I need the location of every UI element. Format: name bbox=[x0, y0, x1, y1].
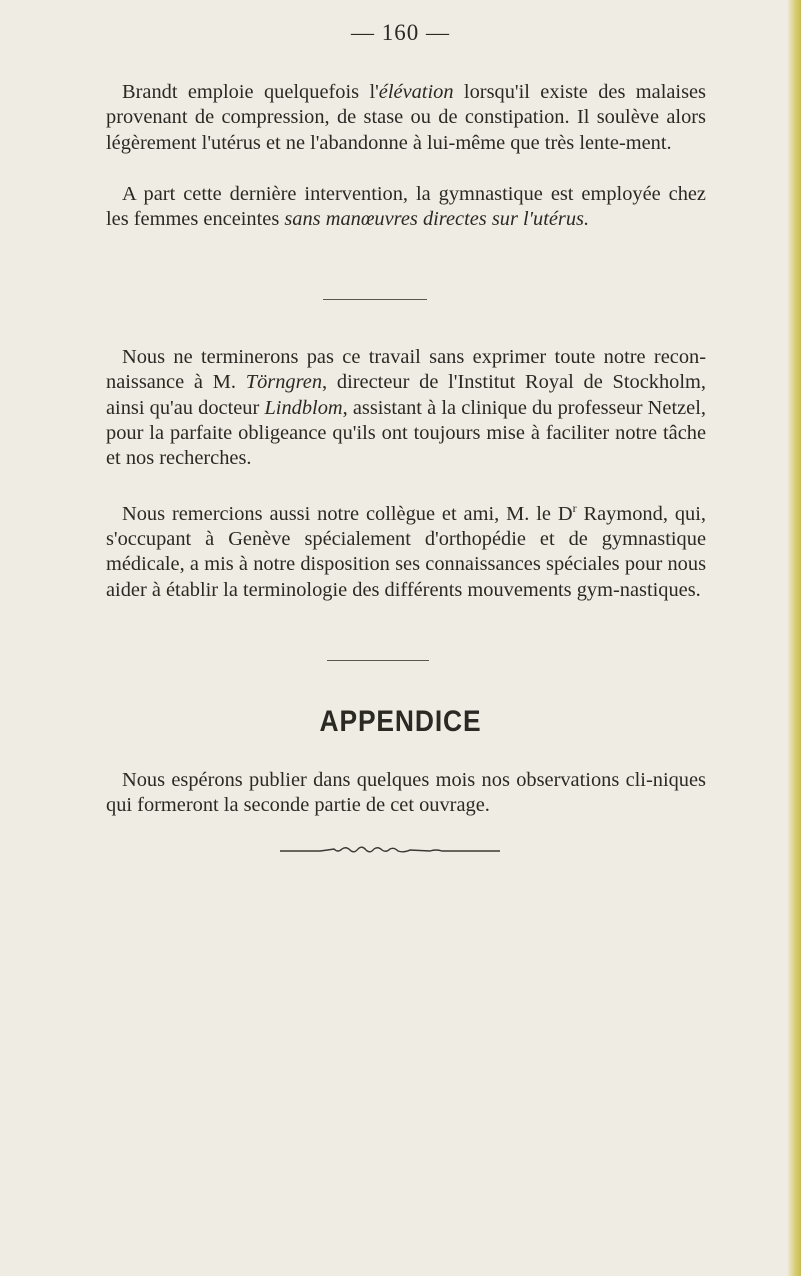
italic-name: Lindblom bbox=[264, 396, 343, 419]
end-ornament bbox=[280, 845, 500, 857]
text-span: lorsqu'il existe des malaises provenant de compression, de stase ou de constipation. Il soulève alors légèrement l'utérus et ne l'abandonne à lui-même que très lente-ment. bbox=[106, 81, 706, 154]
paragraph-elevation bbox=[106, 80, 706, 156]
section-divider-2 bbox=[327, 660, 429, 661]
paragraph-appendix bbox=[106, 768, 706, 819]
paragraph-5: Nous espérons publier dans quelques mois nos observations cli-niques qui formeront la seconde partie de cet ouvrage. bbox=[106, 769, 706, 817]
text-span: Raymond, qui, s'occupant à Genève spécialement d'orthopédie et de gymnastique médicale, a mis à notre disposition ses connaissances spéciales pour nous aider à établir la terminologie des différents mouvements gym-nastiques. bbox=[106, 502, 706, 601]
paragraph-2 bbox=[106, 182, 706, 233]
italic-name: Törngren bbox=[245, 371, 323, 394]
text-span: , assistant à la clinique du professeur Netzel, pour la parfaite obligeance qu'ils ont toujours mise à faciliter notre tâche et nos recherches. bbox=[106, 396, 706, 470]
paragraph-thanks bbox=[106, 496, 706, 603]
text-span: A part cette dernière intervention, la gymnastique est employée chez les femmes enceintes bbox=[106, 183, 706, 231]
text-span: Nous ne terminerons pas ce travail sans exprimer toute notre recon-naissance à M. bbox=[106, 346, 706, 394]
paragraph-gymnastics bbox=[106, 182, 706, 233]
page-number: — 160 — bbox=[351, 20, 450, 45]
paragraph-1 bbox=[106, 80, 706, 156]
paragraph-3 bbox=[106, 345, 706, 471]
scan-edge bbox=[787, 0, 801, 1276]
superscript: r bbox=[572, 501, 577, 515]
text-span: Nous remercions aussi notre collègue et ami, M. le D bbox=[122, 502, 573, 525]
text-span: Brandt emploie quelquefois l' bbox=[122, 81, 379, 103]
text-span: , directeur de l'Institut Royal de Stockholm, ainsi qu'au docteur bbox=[106, 371, 706, 419]
italic-term: élévation bbox=[378, 81, 454, 103]
paragraph-acknowledgements bbox=[106, 345, 706, 471]
italic-phrase: sans manœuvres directes sur l'utérus. bbox=[284, 208, 590, 231]
paragraph-4 bbox=[106, 496, 706, 603]
appendix-title: APPENDICE bbox=[319, 705, 482, 738]
section-divider-1 bbox=[323, 299, 427, 300]
